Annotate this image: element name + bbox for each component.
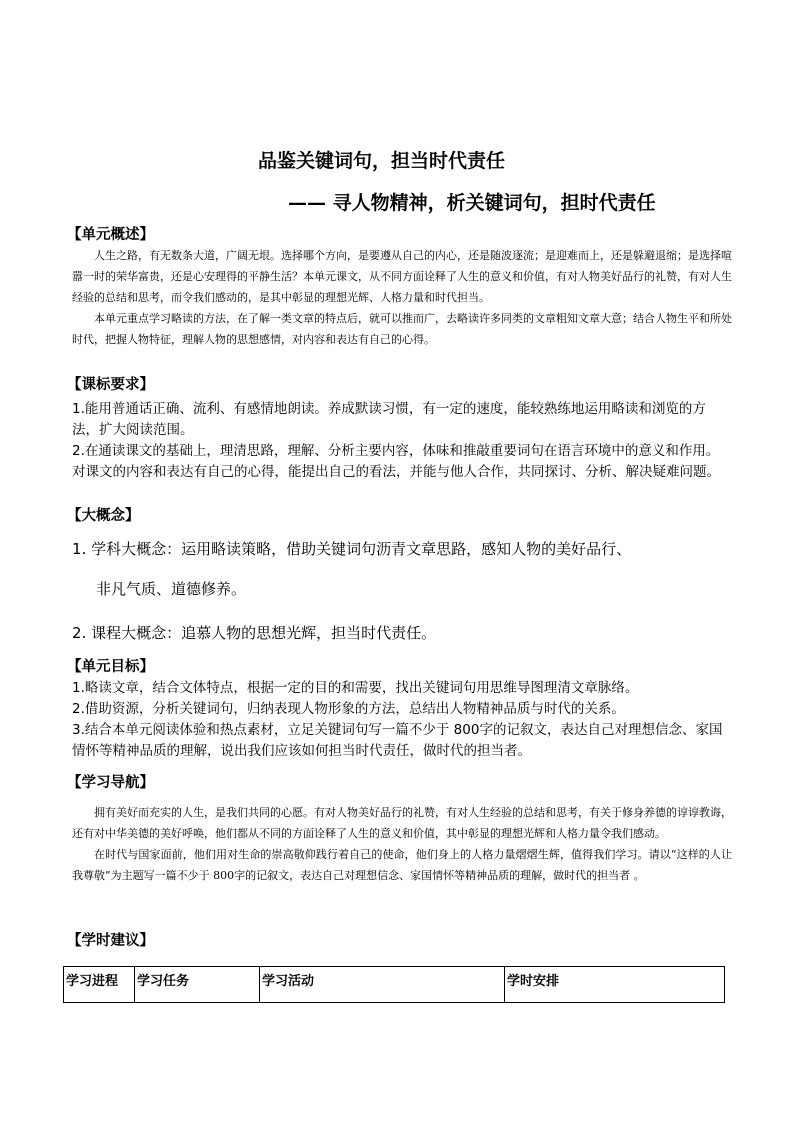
guide-text — [72, 802, 732, 886]
column-header: 学习进程 — [64, 967, 135, 1003]
guide-paragraph: 在时代与国家面前，他们用对生命的崇高敬仰践行着自己的使命，他们身上的人格力量熠熠生辉，值得我们学习。请以“这样的人让我尊敬”为主题写一篇不少于 800字的记叙文，表达自己对理想信念、家国情怀等精神品质的理解，做时代的担当者 。 — [72, 848, 732, 882]
page-subtitle: —— 寻人物精神，析关键词句，担时代责任 — [288, 192, 656, 214]
column-header: 学习活动 — [260, 967, 505, 1003]
standards-list — [72, 399, 732, 483]
schedule-table — [63, 966, 725, 1003]
heading-big-concepts: 【大概念】 — [67, 507, 140, 524]
goal-item: 2.借助资源，分析关键词句，归纳表现人物形象的方法，总结出人物精神品质与时代的关系。 — [72, 701, 625, 717]
page-title: 品鉴关键词句，担当时代责任 — [258, 150, 506, 172]
heading-class-hours: 【学时建议】 — [67, 932, 154, 949]
concept-item-1-line-1: 1. 学科大概念：运用略读策略，借助关键词句沥青文章思路，感知人物的美好品行、 — [72, 540, 632, 558]
heading-learning-guide: 【学习导航】 — [67, 774, 154, 791]
table-header-row — [64, 967, 725, 1003]
overview-paragraph: 本单元重点学习略读的方法，在了解一类文章的特点后，就可以推而广，去略读许多同类的文章粗知文章大意；结合人物生平和所处时代，把握人物特征，理解人物的思想感情，对内容和表达有自己的心得。 — [72, 312, 732, 346]
goal-item: 1.略读文章，结合文体特点，根据一定的目的和需要，找出关键词句用思维导图理清文章脉络。 — [72, 680, 639, 696]
column-header: 学时安排 — [505, 967, 725, 1003]
standards-item: 2.在通读课文的基础上，理清思路，理解、分析主要内容，体味和推敲重要词句在语言环境中的意义和作用。对课文的内容和表达有自己的心得，能提出自己的看法，并能与他人合作，共同探讨、分析、解决疑难问题。 — [72, 443, 720, 480]
concept-item-2: 2. 课程大概念：追慕人物的思想光辉，担当时代责任。 — [72, 624, 437, 642]
concept-item-1-line-2: 非凡气质、道德修养。 — [96, 580, 247, 598]
overview-paragraph: 人生之路，有无数条大道，广阔无垠。选择哪个方向，是要遵从自己的内心，还是随波逐流；是迎难而上，还是躲避退缩；是选择喧嚣一时的荣华富贵，还是心安理得的平静生活？本单元课文，从不同方面诠释了人生的意义和价值，有对人物美好品行的礼赞，有对人生经验的总结和思考，而令我们感动的，是其中彰显的理想光辉、人格力量和时代担当。 — [72, 249, 732, 304]
guide-paragraph: 拥有美好而充实的人生，是我们共同的心愿。有对人物美好品行的礼赞，有对人生经验的总结和思考，有关于修身养德的谆谆教诲，还有对中华美德的美好呼唤，他们都从不同的方面诠释了人生的意义和价值，其中彰显的理想光辉和人格力量令我们感动。 — [72, 806, 732, 840]
column-header: 学习任务 — [135, 967, 260, 1003]
heading-unit-goals: 【单元目标】 — [67, 658, 154, 675]
heading-unit-overview: 【单元概述】 — [67, 226, 154, 243]
goals-list — [72, 678, 732, 762]
heading-curriculum-requirements: 【课标要求】 — [67, 376, 154, 393]
overview-text — [72, 245, 732, 350]
standards-item: 1.能用普通话正确、流利、有感情地朗读。养成默读习惯，有一定的速度，能较熟练地运用略读和浏览的方法，扩大阅读范围。 — [72, 401, 706, 438]
goal-item: 3.结合本单元阅读体验和热点素材，立足关键词句写一篇不少于 800字的记叙文，表达自己对理想信念、家国情怀等精神品质的理解，说出我们应该如何担当时代责任，做时代的担当者。 — [72, 722, 723, 759]
